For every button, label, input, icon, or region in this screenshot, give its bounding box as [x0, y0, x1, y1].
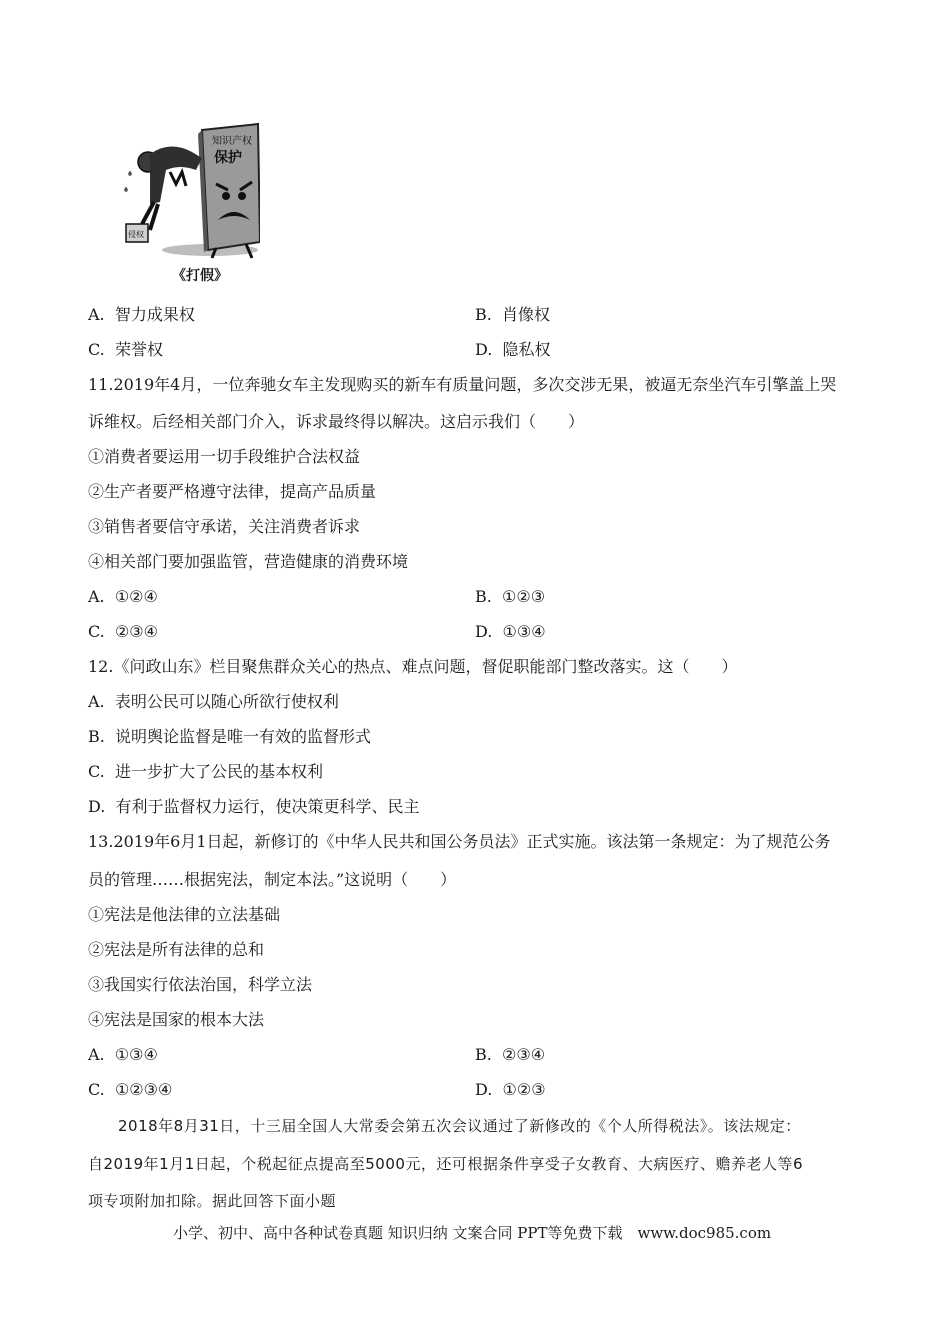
q11-item: ④相关部门要加强监管，营造健康的消费环境: [88, 552, 409, 571]
q11-stem-line1: 11.2019年4月，一位奔驰女车主发现购买的新车有质量问题，多次交涉无果，被逼无奈坐汽车引擎盖上哭: [88, 375, 837, 394]
q13-item: ④宪法是国家的根本大法: [88, 1010, 265, 1029]
intro-line3: 项专项附加扣除。据此回答下面小题: [88, 1192, 337, 1210]
q13-option-c: C. ①②③④: [88, 1080, 173, 1099]
bag-text: 侵权: [128, 230, 144, 239]
anti-counterfeit-cartoon: [120, 112, 260, 262]
q11-item: ③销售者要信守承诺，关注消费者诉求: [88, 517, 361, 536]
q10-option-d: D. 隐私权: [475, 340, 551, 359]
q13-option-b: B. ②③④: [475, 1045, 546, 1064]
q10-option-b: B. 肖像权: [475, 305, 551, 324]
book-text-2: 保护: [214, 150, 242, 166]
footer-text: 小学、初中、高中各种试卷真题 知识归纳 文案合同 PPT等免费下载 www.doc985.com: [173, 1224, 772, 1242]
q11-option-a: A. ①②④: [88, 587, 158, 606]
book-text-1: 知识产权: [212, 136, 252, 147]
q11-stem-line2: 诉维权。后经相关部门介入，诉求最终得以解决。这启示我们（ ）: [88, 412, 585, 431]
q10-option-c: C. 荣誉权: [88, 340, 163, 359]
q10-option-a: A. 智力成果权: [88, 305, 195, 324]
q13-stem-line2: 员的管理……根据宪法，制定本法。”这说明（ ）: [88, 870, 457, 889]
illustration-caption: 《打假》: [172, 268, 228, 284]
q12-option-b: B. 说明舆论监督是唯一有效的监督形式: [88, 727, 372, 746]
q12-stem: 12.《问政山东》栏目聚焦群众关心的热点、难点问题，督促职能部门整改落实。这（ ）: [88, 657, 738, 676]
q12-option-a: A. 表明公民可以随心所欲行使权利: [88, 692, 339, 711]
q12-option-c: C. 进一步扩大了公民的基本权利: [88, 762, 323, 781]
intro-line2: 自2019年1月1日起，个税起征点提高至5000元，还可根据条件享受子女教育、大病医疗、赡养老人等6: [88, 1155, 803, 1173]
q13-item: ③我国实行依法治国，科学立法: [88, 975, 313, 994]
q13-item: ①宪法是他法律的立法基础: [88, 905, 281, 924]
q11-item: ②生产者要严格遵守法律，提高产品质量: [88, 482, 377, 501]
q11-item: ①消费者要运用一切手段维护合法权益: [88, 447, 361, 466]
q11-option-c: C. ②③④: [88, 622, 158, 641]
q12-option-d: D. 有利于监督权力运行，使决策更科学、民主: [88, 797, 420, 816]
q13-item: ②宪法是所有法律的总和: [88, 940, 265, 959]
q11-option-b: B. ①②③: [475, 587, 546, 606]
intro-line1: 2018年8月31日，十三届全国人大常委会第五次会议通过了新修改的《个人所得税法》。该法规定：: [118, 1117, 801, 1135]
q13-option-d: D. ①②③: [475, 1080, 546, 1099]
q11-option-d: D. ①③④: [475, 622, 546, 641]
q13-stem-line1: 13.2019年6月1日起，新修订的《中华人民共和国公务员法》正式实施。该法第一条规定：为了规范公务: [88, 832, 831, 851]
q13-option-a: A. ①③④: [88, 1045, 158, 1064]
